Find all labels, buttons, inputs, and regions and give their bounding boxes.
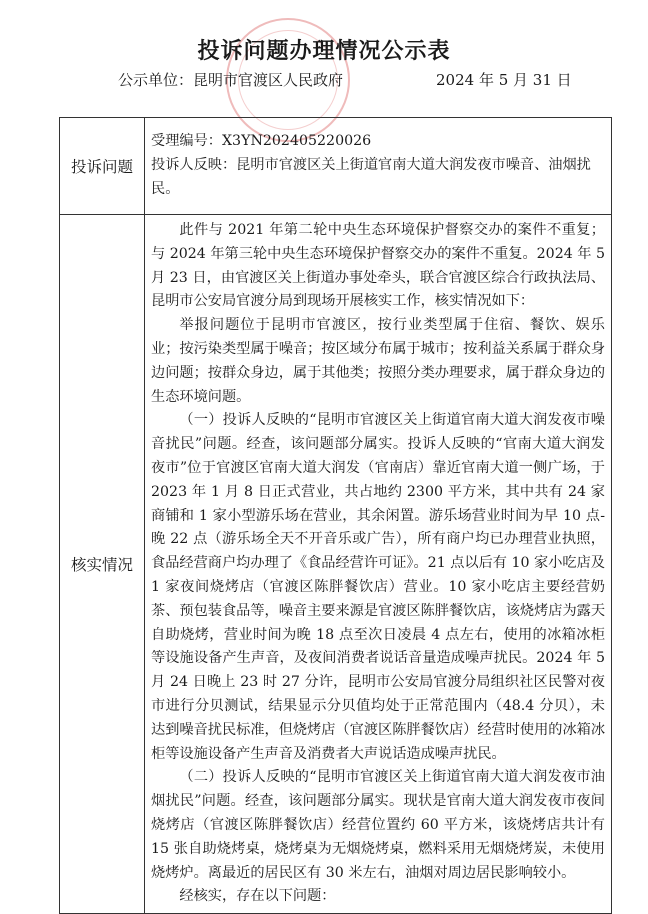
verification-paragraph: 举报问题位于昆明市官渡区，按行业类型属于住宿、餐饮、娱乐业；按污染类型属于噪音；按区域分布属于城市；按利益关系属于群众身边问题；按群众身边，属于其他类；按照分类办理要求，属于群众身边的生态环境问题。: [151, 317, 606, 405]
verification-paragraph: 经核实，存在以下问题：: [179, 888, 336, 905]
complaint-label: 投诉问题: [60, 118, 145, 215]
verification-paragraph: （一）投诉人反映的“昆明市官渡区关上街道官南大道大润发夜市噪音扰民”问题。经查，该问题部分属实。投诉人反映的“官南大道大润发夜市”位于官渡区官南大道大润发（官南店）靠近官南大道一侧广场，于 2023 年 1 月 8 日正式营业，共占地约 2300 平方米，其中共有 24 家商铺和 1 家小型游乐场在营业，其余闲置。游乐场营业时间为早 10 点-晚 22 点（游乐场全天不开音乐或广告），所有商户均已办理营业执照，食品经营商户均办理了《食品经营许可证》。21 点以后有 10 家小吃店及 1 家夜间烧烤店（官渡区陈胖餐饮店）营业。10 家小吃店主要经营奶茶、预包装食品等，噪音主要来源是官渡区陈胖餐饮店，该烧烤店为露天自助烧烤，营业时间为晚 18 点至次日凌晨 4 点左右，使用的冰箱冰柜等设施设备产生声音，及夜间消费者说话音量造成噪声扰民。2024 年 5 月 24 日晚上 23 时 27 分许，昆明市公安局官渡分局组织社区民警对夜市进行分贝测试，结果显示分贝值均处于正常范围内（48.4 分贝），未达到噪音扰民标准，但烧烤店（官渡区陈胖餐饮店）经营时使用的冰箱冰柜等设施设备产生声音及消费者大声说话造成噪声扰民。: [151, 412, 606, 762]
case-number-label: 受理编号：: [151, 133, 222, 150]
unit-name: 昆明市官渡区人民政府: [193, 71, 344, 89]
publication-date: 2024 年 5 月 31 日: [436, 71, 572, 89]
unit-label: 公示单位：: [118, 71, 194, 89]
complaint-table: [59, 117, 612, 914]
publication-meta: [118, 69, 588, 90]
verification-label: 核实情况: [60, 215, 145, 914]
case-number: X3YN202405220026: [221, 133, 372, 150]
reflection-label: 投诉人反映：: [151, 157, 237, 174]
reflection-line: [151, 154, 605, 202]
complaint-row: [60, 118, 612, 215]
reflection-text: 昆明市官渡区关上街道官南大道大润发夜市噪音、油烟扰民。: [151, 157, 591, 197]
verification-row: [60, 215, 612, 914]
complaint-content: [145, 118, 612, 215]
verification-paragraph: 此件与 2021 年第二轮中央生态环境保护督察交办的案件不重复；与 2024 年第三轮中央生态环境保护督察交办的案件不重复。2024 年 5 月 23 日，由官渡区关上街道办事处牵头，联合官渡区综合行政执法局、昆明市公安局官渡分局到现场开展核实工作，核实情况如下：: [151, 222, 605, 310]
case-number-line: [151, 130, 605, 154]
verification-paragraph: （二）投诉人反映的“昆明市官渡区关上街道官南大道大润发夜市油烟扰民”问题。经查，该问题部分属实。现状是官南大道大润发夜市夜间烧烤店（官渡区陈胖餐饮店）经营位置约 60 平方米，该烧烤店共计有 15 张自助烧烤桌，烧烤桌为无烟烧烤桌，燃料采用无烟烧烤炭，未使用烧烤炉。离最近的居民区有 30 米左右，油烟对周边居民影响较小。: [151, 769, 605, 881]
document-title: 投诉问题办理情况公示表: [197, 39, 451, 64]
verification-content: [145, 215, 612, 914]
